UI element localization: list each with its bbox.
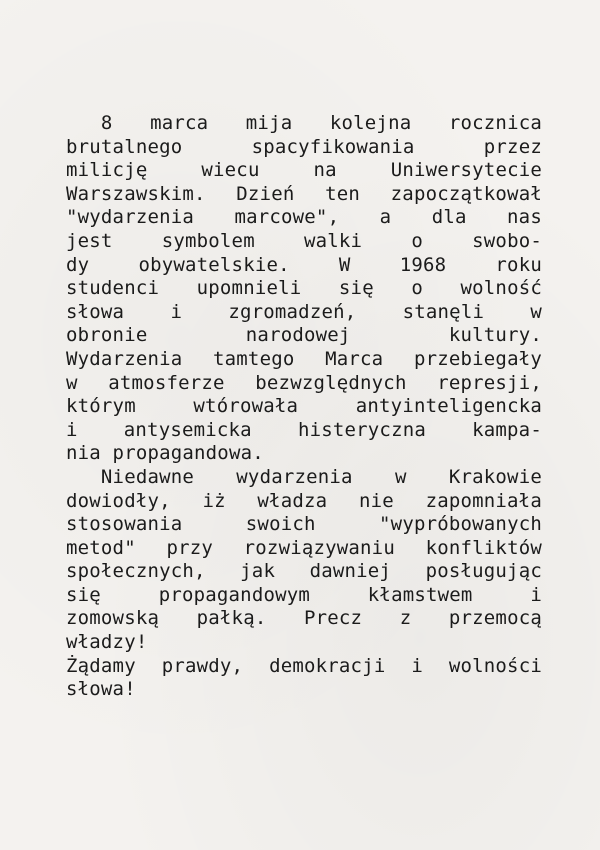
text-word: "wypróbowanych — [379, 513, 542, 536]
text-line — [66, 254, 542, 278]
text-word: swobo- — [472, 229, 542, 252]
text-line — [66, 678, 542, 702]
text-line — [66, 112, 542, 136]
text-word: przez — [483, 135, 542, 158]
text-word: demokracji — [269, 654, 386, 677]
text-word: przy — [166, 536, 214, 559]
text-word: marcowe", — [234, 206, 340, 229]
text-word: kolejna — [329, 112, 412, 134]
text-word: Krakowie — [448, 465, 542, 488]
text-word: wolność — [460, 277, 542, 300]
text-word: dla — [431, 206, 467, 229]
text-word: obronie — [66, 324, 148, 347]
text-line — [66, 183, 542, 207]
text-word: antyinteligencka — [355, 395, 542, 418]
text-word: Wydarzenia — [66, 347, 183, 370]
text-word: rozwiązywaniu — [243, 536, 395, 559]
text-word: zapomniała — [425, 489, 542, 512]
text-line — [66, 419, 542, 443]
text-word: propagandowym — [158, 583, 311, 606]
text-line — [66, 631, 542, 655]
text-word: rocznica — [448, 112, 542, 134]
text-word: jest — [66, 229, 113, 252]
text-line — [66, 584, 542, 608]
text-word: kłamstwem — [367, 583, 473, 606]
text-word: prawdy, — [161, 654, 244, 677]
text-word: swoich — [245, 513, 316, 536]
text-line — [66, 159, 542, 183]
text-line — [66, 560, 542, 584]
text-line — [66, 490, 542, 514]
text-word: obywatelskie. — [138, 253, 290, 276]
text-word: tamtego — [213, 347, 295, 370]
text-word: antysemicka — [123, 418, 252, 441]
text-word: wolności — [448, 654, 542, 677]
text-word: kampa- — [472, 418, 542, 441]
text-line — [66, 206, 542, 230]
text-word: Uniwersytecie — [390, 159, 542, 182]
text-line — [66, 466, 542, 490]
text-word: słowa — [66, 300, 125, 323]
text-word: przemocą — [448, 607, 542, 630]
text-word: wtórowała — [193, 395, 299, 418]
text-word: społecznych, — [66, 560, 206, 583]
text-word: upomnieli — [196, 277, 302, 300]
text-word: symbolem — [161, 229, 255, 252]
text-word: brutalnego — [66, 135, 183, 158]
text-word: stosowania — [66, 513, 183, 536]
text-word: nas — [507, 206, 542, 229]
text-word: na — [313, 159, 337, 182]
text-word: i — [411, 654, 423, 677]
text-word: pałką. — [196, 607, 267, 630]
text-word: atmosferze — [108, 371, 225, 394]
text-word: Precz — [304, 607, 363, 630]
text-word: histeryczna — [297, 418, 426, 441]
text-line — [66, 348, 542, 372]
text-word: wiecu — [201, 159, 260, 182]
text-line — [66, 230, 542, 254]
text-word: milicję — [66, 159, 148, 182]
text-line — [66, 537, 542, 561]
text-line — [66, 395, 542, 419]
text-word: z — [399, 607, 412, 630]
text-word: W — [338, 253, 351, 276]
text-word: wydarzenia — [236, 465, 353, 488]
text-line — [66, 324, 542, 348]
text-word: spacyfikowania — [251, 135, 415, 158]
text-word: posługując — [425, 560, 542, 583]
text-word: 8 — [66, 112, 113, 134]
text-word: walki — [304, 229, 363, 252]
text-word: mija — [245, 112, 293, 134]
text-word: bezwzględnych — [255, 371, 407, 394]
text-line — [66, 442, 542, 466]
text-word: dowiodły, — [66, 489, 171, 512]
text-word: metod" — [66, 536, 136, 559]
text-word: którym — [66, 395, 136, 418]
text-word: dawniej — [309, 560, 392, 583]
text-word: nia propagandowa. — [66, 442, 264, 465]
text-line — [66, 277, 542, 301]
text-word: o — [411, 229, 423, 252]
text-word: w — [394, 465, 407, 488]
text-word: zapoczątkował — [390, 182, 542, 205]
text-word: się — [338, 277, 374, 300]
text-line — [66, 301, 542, 325]
text-word: Żądamy — [66, 654, 136, 677]
leaflet-text-block — [66, 112, 542, 702]
text-word: dy — [66, 253, 90, 276]
text-word: Niedawne — [66, 465, 195, 488]
text-word: roku — [495, 253, 542, 276]
text-line — [66, 136, 542, 160]
text-word: studenci — [66, 277, 160, 300]
text-line — [66, 607, 542, 631]
text-line — [66, 513, 542, 537]
text-word: represji, — [437, 371, 542, 394]
text-word: zgromadzeń, — [228, 300, 357, 323]
text-word: i — [66, 418, 78, 441]
text-word: przebiegały — [413, 347, 542, 370]
text-word: marca — [150, 112, 209, 134]
text-word: 1968 — [399, 253, 447, 276]
text-word: konfliktów — [425, 536, 542, 559]
text-word: Dzień — [236, 182, 295, 205]
text-word: ten — [325, 182, 361, 205]
text-word: stanęli — [402, 300, 485, 323]
text-word: w — [66, 371, 78, 394]
text-word: a — [379, 206, 392, 229]
text-word: władza — [257, 489, 328, 512]
text-word: władzy! — [66, 631, 148, 654]
text-word: i — [170, 300, 183, 323]
text-word: słowa! — [66, 678, 136, 701]
text-word: w — [530, 300, 542, 323]
text-word: jak — [240, 560, 276, 583]
text-word: zomowską — [66, 607, 160, 630]
text-word: o — [411, 277, 423, 300]
text-word: "wydarzenia — [66, 206, 195, 229]
text-word: iż — [202, 489, 226, 512]
text-word: kultury. — [448, 324, 542, 347]
text-word: nie — [358, 489, 394, 512]
text-word: się — [66, 583, 101, 606]
text-word: i — [530, 583, 542, 606]
text-word: Marca — [325, 347, 384, 370]
text-word: narodowej — [245, 324, 351, 347]
text-line — [66, 372, 542, 396]
text-word: Warszawskim. — [66, 182, 206, 205]
text-line — [66, 655, 542, 679]
